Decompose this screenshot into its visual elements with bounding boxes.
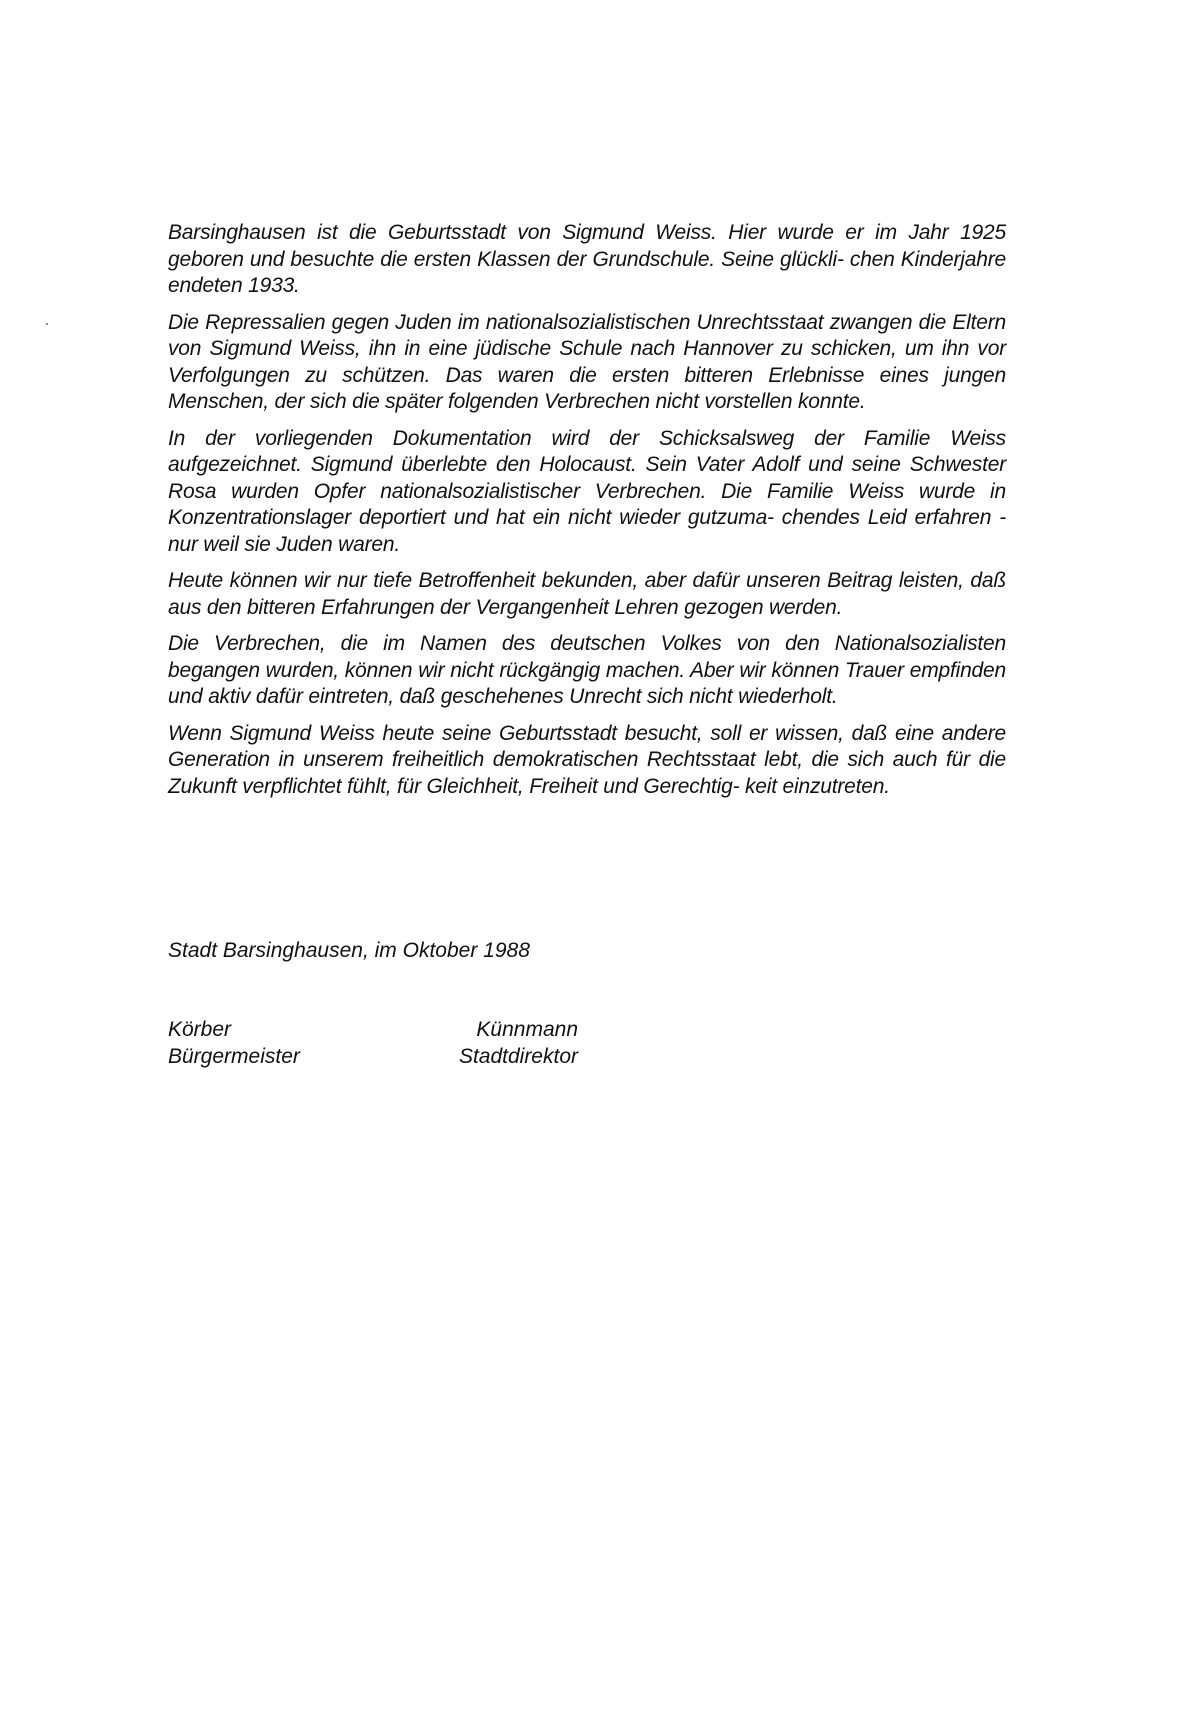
signatory-title: Bürgermeister xyxy=(168,1045,300,1068)
paragraph-crimes: Die Verbrechen, die im Namen des deutschen Volkes von den Nationalsozialisten begangen wurden, können wir nicht rückgängig machen. Aber wir können Trauer empfinden und aktiv dafür eintreten, daß geschehenes Unrecht sich nicht wiederholt. xyxy=(168,632,1006,708)
signatory-city-director xyxy=(459,1016,578,1070)
scan-speck xyxy=(46,323,48,325)
paragraph-documentation: In der vorliegenden Dokumentation wird der Schicksalsweg der Familie Weiss aufgezeichnet. Sigmund überlebte den Holocaust. Sein Vater Adolf und seine Schwester Rosa wurden Opfer nationalsozialistischer Verbrechen. Die Familie Weiss wurde in Konzentrationslager deportiert und hat ein nicht wieder gutzuma- chendes Leid erfahren - nur weil sie Juden waren. xyxy=(168,426,1006,556)
place-date-line: Stadt Barsinghausen, im Oktober 1988 xyxy=(168,939,530,962)
paragraph-visit: Wenn Sigmund Weiss heute seine Geburtsstadt besucht, soll er wissen, daß eine andere Generation in unserem freiheitlich demokratischen Rechtsstaat lebt, die sich auch für die Zukunft verpflichtet fühlt, für Gleichheit, Freiheit und Gerechtig- keit einzutreten. xyxy=(168,721,1006,798)
signatory-title: Stadtdirektor xyxy=(458,1045,578,1068)
signatory-name: Körber xyxy=(168,1018,232,1041)
paragraph-today: Heute können wir nur tiefe Betroffenheit bekunden, aber dafür unseren Beitrag leisten, daß aus den bitteren Erfahrungen der Vergangenheit Lehren gezogen werden. xyxy=(168,569,1006,619)
paragraph-repressions: Die Repressalien gegen Juden im nationalsozialistischen Unrechtsstaat zwangen die Eltern von Sigmund Weiss, ihn in eine jüdische Schule nach Hannover zu schicken, um ihn vor Verfolgungen zu schützen. Das waren die ersten bitteren Erlebnisse eines jungen Menschen, der sich die später folgenden Verbrechen nicht vorstellen konnte. xyxy=(168,310,1006,413)
signatory-name: Künnmann xyxy=(476,1018,578,1041)
letter-body xyxy=(168,220,1006,810)
signatory-mayor xyxy=(168,1016,300,1070)
paragraph-birthplace: Barsinghausen ist die Geburtsstadt von Sigmund Weiss. Hier wurde er im Jahr 1925 geboren und besuchte die ersten Klassen der Grundschule. Seine glückli- chen Kinderjahre endeten 1933. xyxy=(168,221,1006,297)
